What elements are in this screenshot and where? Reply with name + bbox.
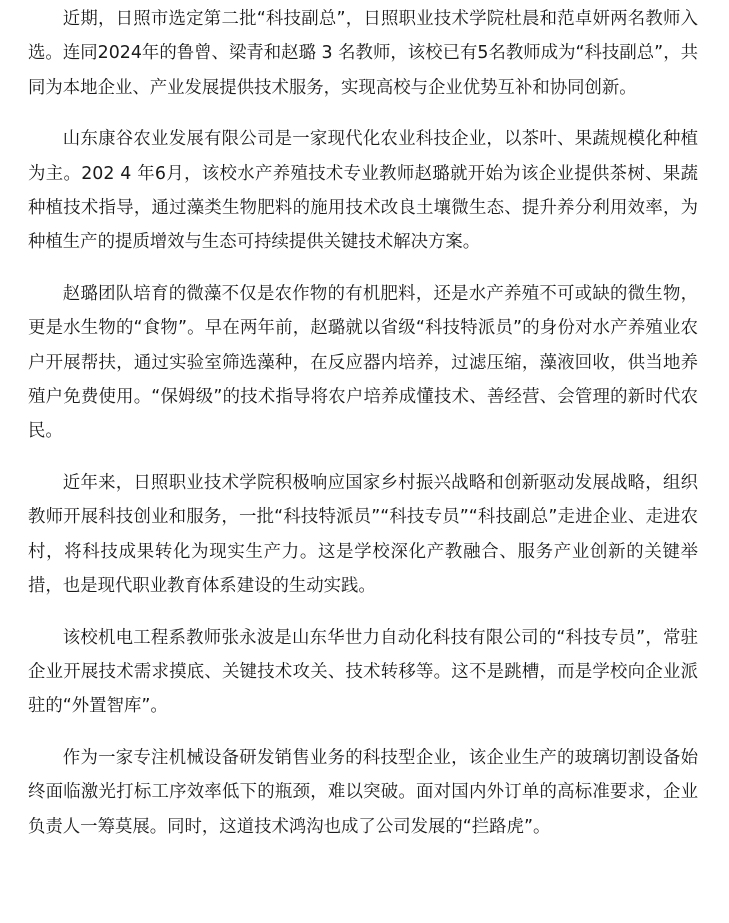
paragraph: 近期，日照市选定第二批“科技副总”，日照职业技术学院杜晨和范卓妍两名教师入选。连同2024年的鲁曾、梁青和赵璐 3 名教师，该校已有5名教师成为“科技副总”，共同为本地企业、产业发展提供技术服务，实现高校与企业优势互补和协同创新。 (28, 9, 698, 98)
paragraph: 该校机电工程系教师张永波是山东华世力自动化科技有限公司的“科技专员”，常驻企业开展技术需求摸底、关键技术攻关、技术转移等。这不是跳槽，而是学校向企业派驻的“外置智库”。 (28, 627, 698, 717)
paragraph: 山东康谷农业发展有限公司是一家现代化农业科技企业，以茶叶、果蔬规模化种植为主。202 4 年6月，该校水产养殖技术专业教师赵璐就开始为该企业提供茶树、果蔬种植技术指导，通过藻类生物肥料的施用技术改良土壤微生态、提升养分利用效率，为种植生产的提质增效与生态可持续提供关键技术解决方案。 (28, 129, 698, 253)
paragraph: 赵璐团队培育的微藻不仅是农作物的有机肥料，还是水产养殖不可或缺的微生物，更是水生物的“食物”。早在两年前，赵璐就以省级“科技特派员”的身份对水产养殖业农户开展帮扶，通过实验室筛选藻种，在反应器内培养，过滤压缩，藻液回收，供当地养殖户免费使用。“保姆级”的技术指导将农户培养成懂技术、善经营、会管理的新时代农民。 (28, 283, 698, 442)
paragraph: 近年来，日照职业技术学院积极响应国家乡村振兴战略和创新驱动发展战略，组织教师开展科技创业和服务，一批“科技特派员”“科技专员”“科技副总”走进企业、走进农村，将科技成果转化为现实生产力。这是学校深化产教融合、服务产业创新的关键举措，也是现代职业教育体系建设的生动实践。 (28, 472, 698, 597)
paragraph: 作为一家专注机械设备研发销售业务的科技型企业，该企业生产的玻璃切割设备始终面临激光打标工序效率低下的瓶颈，难以突破。面对国内外订单的高标准要求，企业负责人一筹莫展。同时，这道技术鸿沟也成了公司发展的“拦路虎”。 (28, 747, 698, 837)
